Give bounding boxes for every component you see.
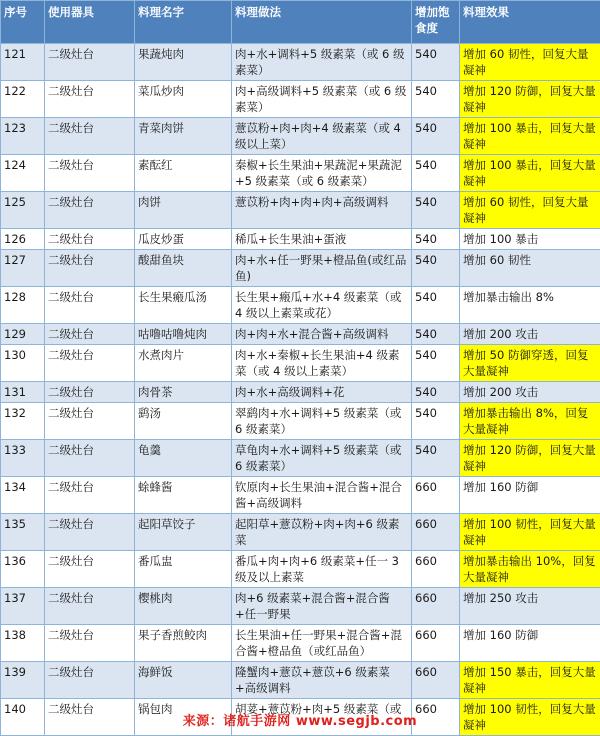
cell-method: 草龟肉+水+调料+5 级素菜（或 6 级素菜）	[232, 440, 412, 477]
cell-id: 129	[1, 324, 45, 345]
cell-method: 钦原肉+长生果油+混合酱+混合酱+高级调料	[232, 477, 412, 514]
cell-equipment: 二级灶台	[45, 382, 135, 403]
cell-equipment: 二级灶台	[45, 514, 135, 551]
cell-effect: 增加 60 韧性，回复大量凝神	[460, 44, 600, 81]
cell-id: 123	[1, 118, 45, 155]
cell-effect: 增加 150 暴击，回复大量凝神	[460, 662, 600, 699]
cell-name: 海鲜饭	[135, 662, 232, 699]
table-row	[1, 477, 600, 514]
cell-id: 133	[1, 440, 45, 477]
cell-id: 124	[1, 155, 45, 192]
table-row	[1, 662, 600, 699]
cell-effect: 增加 100 韧性，回复大量凝神	[460, 699, 600, 736]
cell-effect: 增加 200 攻击	[460, 382, 600, 403]
cell-id: 138	[1, 625, 45, 662]
cell-id: 132	[1, 403, 45, 440]
cell-id: 135	[1, 514, 45, 551]
cell-method: 隆蟹肉+薏苡+薏苡+6 级素菜+高级调料	[232, 662, 412, 699]
cell-equipment: 二级灶台	[45, 287, 135, 324]
cell-id: 130	[1, 345, 45, 382]
source-watermark: 来源：诸航手游网 www.segjb.com	[0, 710, 600, 729]
cell-satiety: 540	[412, 287, 460, 324]
cell-id: 131	[1, 382, 45, 403]
cell-name: 番瓜盅	[135, 551, 232, 588]
cell-name: 素酝红	[135, 155, 232, 192]
cell-satiety: 540	[412, 345, 460, 382]
table-body	[1, 44, 600, 736]
table-row	[1, 551, 600, 588]
cell-satiety: 660	[412, 551, 460, 588]
cell-satiety: 540	[412, 118, 460, 155]
cell-satiety: 540	[412, 44, 460, 81]
cell-equipment: 二级灶台	[45, 324, 135, 345]
table-row	[1, 588, 600, 625]
cell-name: 肉骨茶	[135, 382, 232, 403]
cell-satiety: 540	[412, 192, 460, 229]
table-row	[1, 287, 600, 324]
table-row	[1, 229, 600, 250]
table-row	[1, 699, 600, 736]
cell-id: 134	[1, 477, 45, 514]
header-id: 序号	[1, 1, 45, 44]
cell-id: 121	[1, 44, 45, 81]
cell-id: 127	[1, 250, 45, 287]
cell-method: 肉+水+调料+5 级素菜（或 6 级素菜）	[232, 44, 412, 81]
cell-satiety: 660	[412, 662, 460, 699]
cell-effect: 增加 160 防御	[460, 625, 600, 662]
cell-name: 咕噜咕噜炖肉	[135, 324, 232, 345]
cell-equipment: 二级灶台	[45, 662, 135, 699]
cell-method: 肉+6 级素菜+混合酱+混合酱+任一野果	[232, 588, 412, 625]
cell-name: 肉饼	[135, 192, 232, 229]
cell-equipment: 二级灶台	[45, 192, 135, 229]
cell-id: 139	[1, 662, 45, 699]
cell-name: 鹞汤	[135, 403, 232, 440]
cell-equipment: 二级灶台	[45, 403, 135, 440]
cell-name: 起阳草饺子	[135, 514, 232, 551]
cell-equipment: 二级灶台	[45, 345, 135, 382]
cell-effect: 增加 120 防御，回复大量凝神	[460, 81, 600, 118]
cell-satiety: 540	[412, 229, 460, 250]
cell-effect: 增加 160 防御	[460, 477, 600, 514]
cell-method: 肉+水+任一野果+橙品鱼(或红品鱼)	[232, 250, 412, 287]
cell-satiety: 540	[412, 81, 460, 118]
cell-id: 126	[1, 229, 45, 250]
cell-name: 龟羹	[135, 440, 232, 477]
cell-name: 瓜皮炒蛋	[135, 229, 232, 250]
cell-method: 翠鹞肉+水+调料+5 级素菜（或 6 级素菜）	[232, 403, 412, 440]
cell-satiety: 540	[412, 250, 460, 287]
cell-method: 胡荽+薏苡粉+肉+5 级素菜（或	[232, 699, 412, 736]
header-effect: 料理效果	[460, 1, 600, 44]
cell-effect: 增加 60 韧性，回复大量凝神	[460, 192, 600, 229]
cell-effect: 增加暴击输出 8%	[460, 287, 600, 324]
cell-satiety: 540	[412, 324, 460, 345]
cell-equipment: 二级灶台	[45, 81, 135, 118]
cell-name: 果蔬炖肉	[135, 44, 232, 81]
cell-satiety: 540	[412, 382, 460, 403]
cell-satiety: 540	[412, 403, 460, 440]
cell-method: 薏苡粉+肉+肉+4 级素菜（或 4 级以上菜）	[232, 118, 412, 155]
cell-equipment: 二级灶台	[45, 118, 135, 155]
cell-id: 136	[1, 551, 45, 588]
cell-equipment: 二级灶台	[45, 155, 135, 192]
cell-satiety: 660	[412, 699, 460, 736]
cell-id: 128	[1, 287, 45, 324]
cell-id: 137	[1, 588, 45, 625]
cell-satiety: 660	[412, 588, 460, 625]
cell-equipment: 二级灶台	[45, 44, 135, 81]
table-row	[1, 382, 600, 403]
cell-equipment: 二级灶台	[45, 250, 135, 287]
cell-method: 薏苡粉+肉+肉+肉+高级调料	[232, 192, 412, 229]
cell-name: 果子香煎鲛肉	[135, 625, 232, 662]
cell-effect: 增加 100 暴击，回复大量凝神	[460, 155, 600, 192]
table-row	[1, 250, 600, 287]
cell-equipment: 二级灶台	[45, 551, 135, 588]
cell-equipment: 二级灶台	[45, 625, 135, 662]
cell-effect: 增加 200 攻击	[460, 324, 600, 345]
cell-effect: 增加 60 韧性	[460, 250, 600, 287]
table-row	[1, 81, 600, 118]
cell-satiety: 660	[412, 625, 460, 662]
cell-method: 秦椒+长生果油+果蔬泥+果蔬泥+5 级素菜（或 6 级素菜）	[232, 155, 412, 192]
table-row	[1, 324, 600, 345]
cell-name: 酸甜鱼块	[135, 250, 232, 287]
cell-name: 长生果瘢瓜汤	[135, 287, 232, 324]
cell-method: 肉+水+高级调料+花	[232, 382, 412, 403]
cell-name: 蜍蜂酱	[135, 477, 232, 514]
table-row	[1, 403, 600, 440]
cell-equipment: 二级灶台	[45, 699, 135, 736]
cell-equipment: 二级灶台	[45, 588, 135, 625]
cell-method: 肉+肉+水+混合酱+高级调料	[232, 324, 412, 345]
cell-name: 菜瓜炒肉	[135, 81, 232, 118]
table-row	[1, 155, 600, 192]
table-row	[1, 625, 600, 662]
table-header-row	[1, 1, 600, 44]
cell-satiety: 660	[412, 477, 460, 514]
cell-method: 起阳草+薏苡粉+肉+肉+6 级素菜	[232, 514, 412, 551]
table-row	[1, 440, 600, 477]
cell-equipment: 二级灶台	[45, 229, 135, 250]
cell-effect: 增加 100 韧性，回复大量凝神	[460, 514, 600, 551]
cell-equipment: 二级灶台	[45, 440, 135, 477]
cell-method: 番瓜+肉+肉+6 级素菜+任一 3 级及以上素菜	[232, 551, 412, 588]
cell-method: 肉+水+秦椒+长生果油+4 级素菜（或 4 级以上素菜）	[232, 345, 412, 382]
header-name: 料理名字	[135, 1, 232, 44]
cell-equipment: 二级灶台	[45, 477, 135, 514]
cell-satiety: 540	[412, 155, 460, 192]
cell-satiety: 540	[412, 440, 460, 477]
cell-name: 青菜肉饼	[135, 118, 232, 155]
cell-effect: 增加暴击输出 8%，回复大量凝神	[460, 403, 600, 440]
table-row	[1, 345, 600, 382]
cell-method: 长生果+瘢瓜+水+4 级素菜（或 4 级以上素菜或花）	[232, 287, 412, 324]
table-row	[1, 44, 600, 81]
cell-effect: 增加 100 暴击	[460, 229, 600, 250]
cell-satiety: 660	[412, 514, 460, 551]
cell-name: 锅包肉	[135, 699, 232, 736]
cell-name: 樱桃肉	[135, 588, 232, 625]
cell-id: 122	[1, 81, 45, 118]
cell-effect: 增加 120 防御，回复大量凝神	[460, 440, 600, 477]
table-row	[1, 118, 600, 155]
cell-id: 140	[1, 699, 45, 736]
cell-effect: 增加 250 攻击	[460, 588, 600, 625]
cell-effect: 增加 50 防御穿透，回复大量凝神	[460, 345, 600, 382]
table-row	[1, 192, 600, 229]
cell-id: 125	[1, 192, 45, 229]
cell-method: 稀瓜+长生果油+蛋液	[232, 229, 412, 250]
cell-method: 长生果油+任一野果+混合酱+混合酱+橙品鱼（或红品鱼）	[232, 625, 412, 662]
header-equipment: 使用器具	[45, 1, 135, 44]
cell-name: 水煮肉片	[135, 345, 232, 382]
header-satiety: 增加饱食度	[412, 1, 460, 44]
table-row	[1, 514, 600, 551]
header-method: 料理做法	[232, 1, 412, 44]
cell-method: 肉+高级调料+5 级素菜（或 6 级素菜）	[232, 81, 412, 118]
cell-effect: 增加 100 暴击，回复大量凝神	[460, 118, 600, 155]
cell-effect: 增加暴击输出 10%，回复大量凝神	[460, 551, 600, 588]
